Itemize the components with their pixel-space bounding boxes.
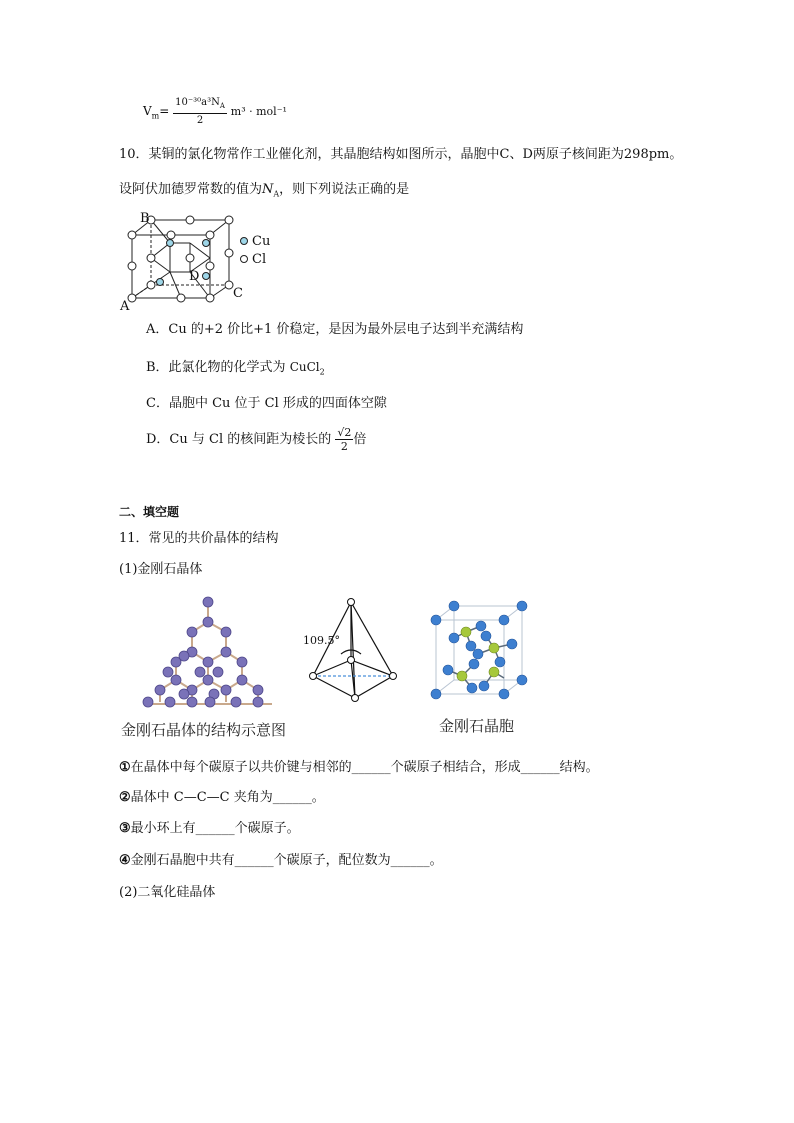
item-4-mark: ④ — [119, 853, 131, 868]
angle-label: 109.5° — [303, 634, 340, 647]
q10-line2 — [119, 181, 409, 204]
q10-option-d-suffix: 倍 — [353, 432, 367, 447]
q10-na-symbol: N — [262, 182, 274, 197]
q10-na-sub: A — [273, 189, 280, 199]
formula-tail: m³ · mol⁻¹ — [230, 105, 287, 118]
q10-option-b-prefix: B．此氯化物的化学式为 — [146, 360, 290, 375]
q10-option-d — [146, 424, 366, 456]
section2-heading: 二、填空题 — [119, 505, 180, 519]
q11-item-1 — [119, 759, 599, 777]
cucl-unit-cell-figure — [118, 208, 288, 313]
item-3-mark: ③ — [119, 821, 131, 836]
q11-sub1: (1)金刚石晶体 — [119, 562, 203, 577]
q10-option-d-num: √2 — [337, 426, 352, 439]
item-2-mark: ② — [119, 790, 131, 805]
diamond-structure-figure — [140, 594, 285, 712]
q10-option-d-den: 2 — [340, 440, 348, 453]
diamond-unit-cell-figure — [428, 598, 528, 703]
caption-diamond-structure: 金刚石晶体的结构示意图 — [121, 721, 287, 739]
formula-numerator-sub: A — [219, 102, 225, 110]
q10-option-c: C．晶胞中 Cu 位于 Cl 形成的四面体空隙 — [146, 396, 387, 411]
item-2-text: 晶体中 C—C—C 夹角为______。 — [130, 790, 325, 805]
formula-lhs: V — [143, 104, 152, 118]
q11-item-3 — [119, 820, 300, 838]
formula-eq: = — [159, 104, 170, 118]
q10-line1: 10．某铜的氯化物常作工业催化剂，其晶胞结构如图所示，晶胞中C、D两原子核间距为298pm。 — [119, 147, 683, 162]
label-c: C — [233, 286, 243, 301]
item-1-text: 在晶体中每个碳原子以共价键与相邻的______个碳原子相结合，形成______结构。 — [130, 760, 599, 775]
legend-cl: Cl — [252, 252, 267, 267]
label-d: D — [189, 269, 200, 284]
legend-cu: Cu — [252, 234, 271, 249]
q11-sub2: (2)二氧化硅晶体 — [119, 885, 216, 900]
q10-option-b-sub: 2 — [319, 367, 325, 377]
q10-line2-suffix: ，则下列说法正确的是 — [279, 182, 410, 197]
q10-option-d-fraction — [335, 426, 353, 453]
formula-denominator: 2 — [196, 115, 204, 126]
item-1-mark: ① — [119, 760, 131, 775]
q10-option-b — [146, 358, 325, 382]
q10-option-d-prefix: D．Cu 与 Cl 的核间距为棱长的 — [146, 432, 332, 447]
molar-volume-formula — [143, 96, 287, 127]
q10-option-b-formula: CuCl — [289, 360, 320, 374]
q11-item-2 — [119, 789, 325, 807]
q10-option-a: A．Cu 的+2 价比+1 价稳定，是因为最外层电子达到半充满结构 — [146, 322, 524, 337]
caption-diamond-cell: 金刚石晶胞 — [439, 717, 515, 735]
tetrahedron-figure — [303, 594, 408, 709]
q11-title: 11．常见的共价晶体的结构 — [119, 531, 279, 546]
q11-item-4 — [119, 852, 443, 870]
formula-fraction — [173, 96, 227, 127]
item-4-text: 金刚石晶胞中共有______个碳原子，配位数为______。 — [130, 853, 443, 868]
formula-numerator-text: 10⁻³⁰a³N — [175, 97, 220, 108]
formula-lhs-sub: m — [151, 111, 160, 121]
q10-line2-prefix: 设阿伏加德罗常数的值为 — [119, 182, 263, 197]
item-3-text: 最小环上有______个碳原子。 — [130, 821, 300, 836]
formula-numerator — [173, 96, 227, 114]
label-b: B — [140, 211, 150, 226]
label-a: A — [120, 299, 130, 313]
